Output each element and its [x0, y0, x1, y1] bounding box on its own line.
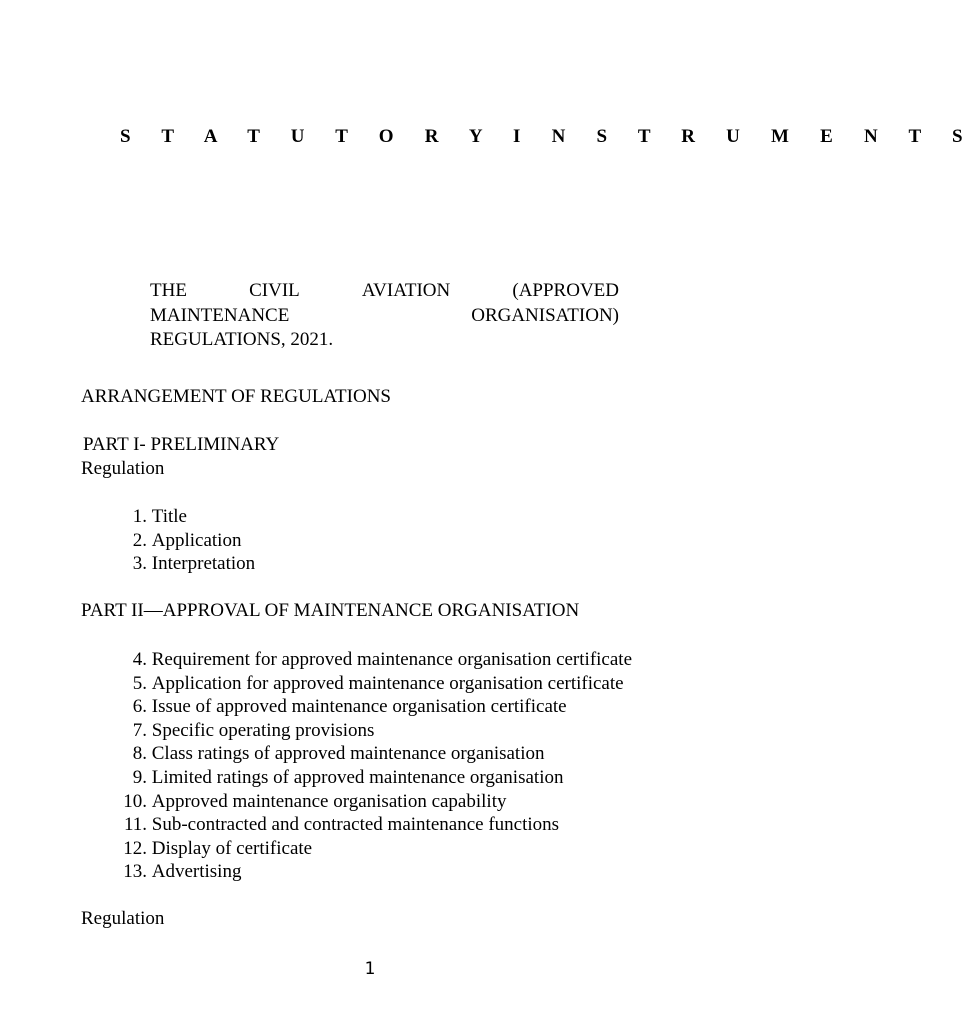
part2-heading: PART II—APPROVAL OF MAINTENANCE ORGANISATION: [81, 600, 580, 621]
item-number: 5.: [132, 672, 147, 694]
item-text: Issue of approved maintenance organisation certificate: [151, 696, 567, 718]
item-text: Specific operating provisions: [151, 719, 375, 741]
regulation-label: Regulation: [81, 458, 165, 479]
list-item: [100, 505, 255, 529]
item-number: 8.: [132, 743, 147, 765]
document-heading: S T A T U T O R Y I N S T R U M E N T S: [120, 126, 976, 147]
title-word: REGULATIONS, 2021.: [150, 329, 334, 350]
item-text: Limited ratings of approved maintenance organisation: [151, 766, 564, 788]
list-item: [100, 719, 632, 743]
item-number: 3.: [132, 553, 147, 575]
list-item: [100, 529, 255, 553]
item-number: 2.: [132, 529, 147, 551]
title-line-1: [150, 279, 619, 304]
item-number: 7.: [132, 719, 147, 741]
list-item: [100, 742, 632, 766]
item-text: Class ratings of approved maintenance organisation: [151, 743, 545, 765]
item-text: Approved maintenance organisation capability: [151, 790, 507, 812]
list-item: [100, 552, 255, 576]
item-text: Advertising: [151, 861, 242, 883]
part1-heading: PART I- PRELIMINARY: [83, 434, 280, 455]
list-item: [100, 813, 632, 837]
regulation-title: [150, 279, 619, 353]
list-item: [100, 648, 632, 672]
item-number: 12.: [123, 837, 147, 859]
item-text: Sub-contracted and contracted maintenance functions: [151, 814, 560, 836]
title-word: MAINTENANCE: [150, 304, 290, 326]
list-item: [100, 766, 632, 790]
title-word: AVIATION: [361, 280, 451, 301]
title-line-3: [150, 328, 619, 353]
arrangement-heading: ARRANGEMENT OF REGULATIONS: [81, 386, 391, 407]
item-number: 6.: [132, 696, 147, 718]
page-number: 1: [364, 959, 376, 979]
item-number: 11.: [123, 814, 147, 836]
item-number: 9.: [132, 766, 147, 788]
item-number: 1.: [132, 506, 147, 527]
item-text: Requirement for approved maintenance organisation certificate: [151, 649, 633, 670]
item-number: 10.: [123, 790, 147, 812]
item-text: Display of certificate: [151, 837, 313, 859]
list-item: [100, 695, 632, 719]
title-word: CIVIL: [249, 280, 300, 301]
part1-list: [100, 505, 255, 576]
list-item: [100, 790, 632, 814]
list-item: [100, 860, 632, 884]
title-word: ORGANISATION): [471, 304, 619, 326]
item-text: Title: [151, 506, 187, 527]
part2-list: [100, 648, 632, 884]
title-line-2: [150, 304, 619, 329]
item-number: 4.: [132, 649, 147, 670]
item-text: Application for approved maintenance organisation certificate: [151, 672, 624, 694]
trailing-regulation-label: Regulation: [81, 908, 165, 929]
item-text: Application: [151, 529, 242, 551]
title-word: THE: [150, 280, 187, 301]
list-item: [100, 672, 632, 696]
list-item: [100, 837, 632, 861]
item-number: 13.: [123, 861, 147, 883]
title-word: (APPROVED: [512, 280, 619, 301]
item-text: Interpretation: [151, 553, 256, 575]
